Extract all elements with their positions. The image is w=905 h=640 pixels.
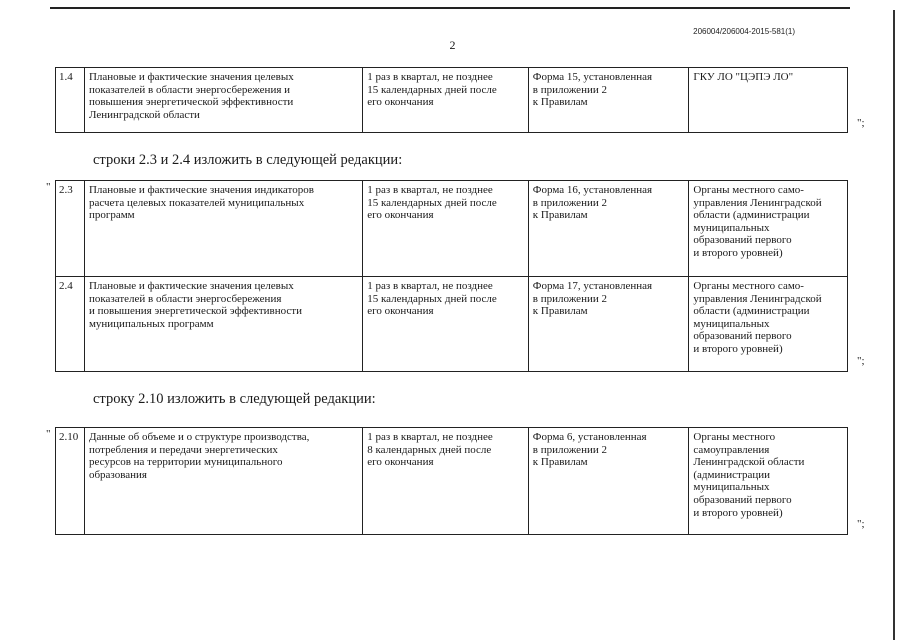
row-number: 2.10 [59,431,79,443]
table-row-2-3 [55,180,848,277]
instruction-text: строки 2.3 и 2.4 изложить в следующей редакции: [93,152,403,168]
row-number: 2.4 [59,280,73,292]
closing-quote: "; [857,518,865,530]
scan-right-edge [893,10,895,640]
table-row-2-4 [55,276,848,372]
row-name: Данные об объеме и о структуре производства, потребления и передачи энергетических ресурсов на территории муниципального образования [84,428,362,534]
row-form: Форма 6, установленная в приложении 2 к Правилам [528,428,689,534]
row-organization: Органы местного само- управления Ленинградской области (администрации муниципальных образований первого и второго уровней) [688,181,847,276]
row-name: Плановые и фактические значения целевых показателей в области энергосбережения и повышения энергетической эффективности Ленинградской области [84,68,362,132]
page-number: 2 [449,38,456,52]
table-row-1-4 [55,67,848,133]
row-frequency: 1 раз в квартал, не позднее 15 календарных дней после его окончания [362,277,528,371]
table-row-2-10 [55,427,848,535]
row-number: 1.4 [59,71,73,83]
opening-quote: " [46,181,51,193]
row-frequency: 1 раз в квартал, не позднее 15 календарных дней после его окончания [362,181,528,276]
row-organization: Органы местного само- управления Ленинградской области (администрации муниципальных образований первого и второго уровней) [688,277,847,371]
scan-top-edge [50,7,850,9]
row-frequency: 1 раз в квартал, не позднее 15 календарных дней после его окончания [362,68,528,132]
row-name: Плановые и фактические значения индикаторов расчета целевых показателей муниципальных программ [84,181,362,276]
closing-quote: "; [857,355,865,367]
row-organization: ГКУ ЛО "ЦЭПЭ ЛО" [688,68,847,132]
row-form: Форма 15, установленная в приложении 2 к Правилам [528,68,689,132]
row-form: Форма 17, установленная в приложении 2 к Правилам [528,277,689,371]
closing-quote: "; [857,117,865,129]
row-organization: Органы местного самоуправления Ленинградской области (администрации муниципальных образований первого и второго уровней) [688,428,847,534]
instruction-text: строку 2.10 изложить в следующей редакции: [93,391,376,407]
row-form: Форма 16, установленная в приложении 2 к Правилам [528,181,689,276]
document-reference: 206004/206004-2015-581(1) [693,27,795,36]
row-number: 2.3 [59,184,73,196]
row-name: Плановые и фактические значения целевых показателей в области энергосбережения и повышения энергетической эффективности муниципальных программ [84,277,362,371]
row-frequency: 1 раз в квартал, не позднее 8 календарных дней после его окончания [362,428,528,534]
opening-quote: " [46,428,51,440]
